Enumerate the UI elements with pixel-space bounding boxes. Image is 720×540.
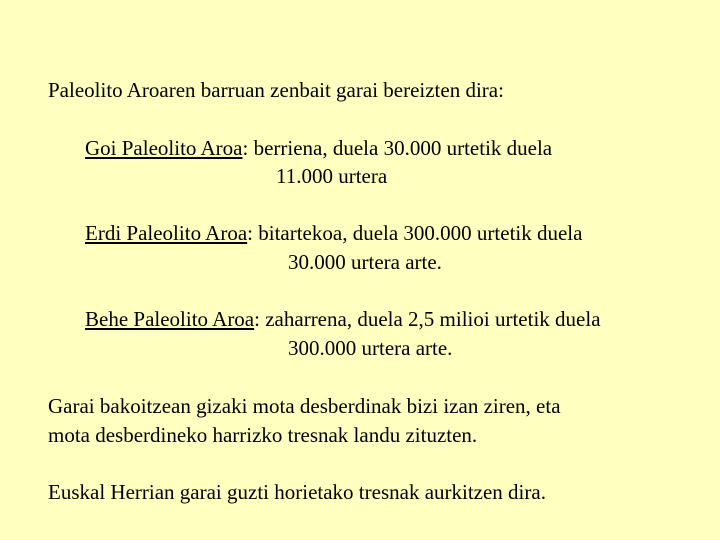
period-behe-desc2: 300.000 urtera arte.: [288, 336, 453, 360]
period-erdi-desc2: 30.000 urtera arte.: [288, 250, 442, 274]
period-behe-line1: [85, 309, 601, 330]
period-behe-desc1: zaharrena, duela 2,5 milioi urtetik duela: [259, 307, 601, 331]
period-erdi-desc1: bitartekoa, duela 300.000 urtetik duela: [252, 221, 583, 245]
period-goi-line1: [85, 138, 552, 159]
period-behe-name: Behe Paleolito Aroa: [85, 307, 255, 331]
paragraph3: Euskal Herrian garai guzti horietako tresnak aurkitzen dira.: [48, 480, 546, 504]
intro-text: Paleolito Aroaren barruan zenbait garai bereizten dira:: [48, 78, 504, 102]
period-goi-desc2: 11.000 urtera: [276, 164, 388, 188]
period-behe-separator: :: [254, 307, 260, 331]
period-goi-name: Goi Paleolito Aroa: [85, 136, 243, 160]
period-erdi-separator: :: [247, 221, 253, 245]
paragraph2-line2: mota desberdineko harrizko tresnak landu zituzten.: [48, 423, 478, 447]
period-goi-desc1: berriena, duela 30.000 urtetik duela: [248, 136, 553, 160]
period-erdi-name: Erdi Paleolito Aroa: [85, 221, 248, 245]
paragraph2-line1: Garai bakoitzean gizaki mota desberdinak bizi izan ziren, eta: [48, 394, 561, 418]
period-goi-separator: :: [242, 136, 249, 160]
period-erdi-line1: [85, 223, 582, 244]
